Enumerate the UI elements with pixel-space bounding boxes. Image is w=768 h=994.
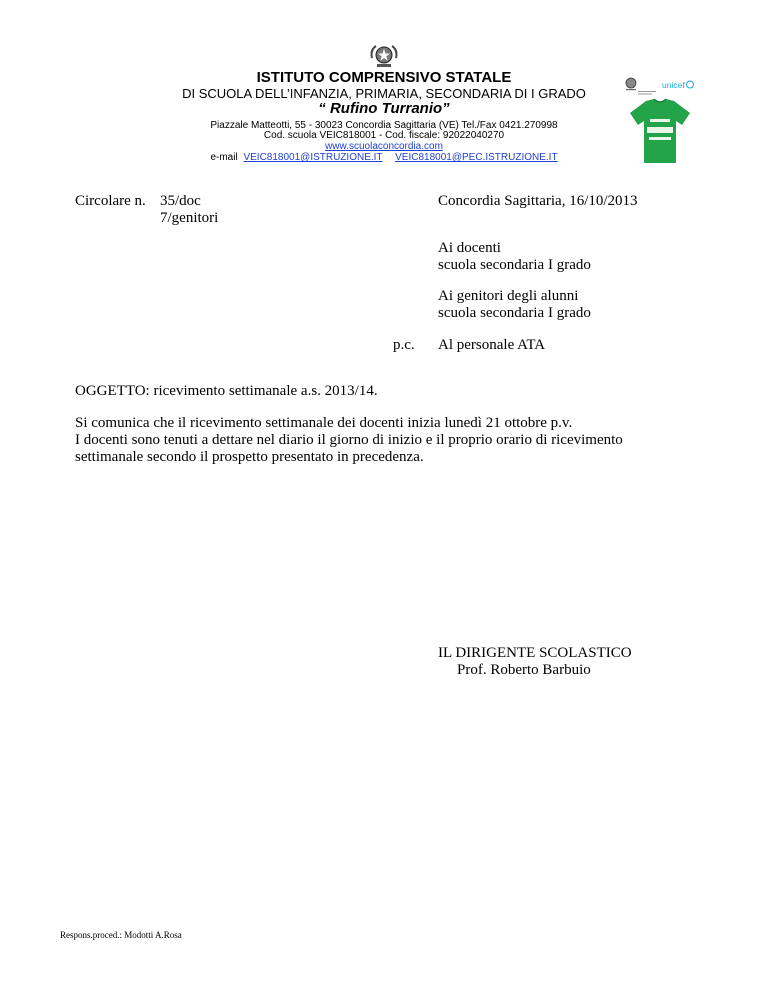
svg-text:unicef: unicef	[662, 80, 685, 90]
circular-label: Circolare n.	[75, 193, 146, 209]
recipient-ata-staff: Al personale ATA	[438, 337, 546, 353]
responsible-footer: Respons.proced.: Modotti A.Rosa	[60, 930, 182, 940]
ministry-logo-icon	[622, 76, 658, 96]
school-levels: DI SCUOLA DELL’INFANZIA, PRIMARIA, SECONDARIA DI I GRADO	[182, 86, 586, 101]
recipient-teachers-school: scuola secondaria I grado	[438, 257, 591, 273]
italian-republic-emblem-icon	[369, 42, 399, 70]
pc-label: p.c.	[393, 337, 415, 353]
subject-line: OGGETTO: ricevimento settimanale a.s. 2013/14.	[75, 383, 378, 399]
signature-name: Prof. Roberto Barbuio	[457, 662, 591, 678]
body-line-2: I docenti sono tenuti a dettare nel diario il giorno di inizio e il proprio orario di ricevimento	[75, 432, 623, 448]
body-line-3: settimanale secondo il prospetto presentato in precedenza.	[75, 449, 424, 465]
body-line-1: Si comunica che il ricevimento settimanale dei docenti inizia lunedì 21 ottobre p.v.	[75, 415, 573, 431]
email-link-1[interactable]: VEIC818001@ISTRUZIONE.IT	[243, 152, 383, 163]
circular-number-line-1: 35/doc	[160, 193, 201, 209]
recipient-teachers: Ai docenti	[438, 240, 501, 256]
school-codes: Cod. scuola VEIC818001 - Cod. fiscale: 92022040270	[263, 130, 505, 141]
school-name: “ Rufino Turranio”	[318, 100, 450, 117]
recipient-parents: Ai genitori degli alunni	[438, 288, 579, 304]
circular-number-line-2: 7/genitori	[160, 210, 219, 226]
school-address: Piazzale Matteotti, 55 - 30023 Concordia Sagittaria (VE) Tel./Fax 0421.270998	[210, 120, 558, 131]
email-link-2[interactable]: VEIC818001@PEC.ISTRUZIONE.IT	[395, 152, 558, 163]
website-link[interactable]: www.scuolaconcordia.com	[325, 141, 443, 152]
institute-name: ISTITUTO COMPRENSIVO STATALE	[256, 69, 512, 86]
email-label: e-mail	[210, 152, 238, 163]
signature-title: IL DIRIGENTE SCOLASTICO	[438, 645, 632, 661]
place-date: Concordia Sagittaria, 16/10/2013	[438, 193, 638, 209]
recipient-parents-school: scuola secondaria I grado	[438, 305, 591, 321]
unicef-logo-icon	[662, 78, 694, 92]
scuola-amica-tshirt-icon	[628, 97, 692, 165]
